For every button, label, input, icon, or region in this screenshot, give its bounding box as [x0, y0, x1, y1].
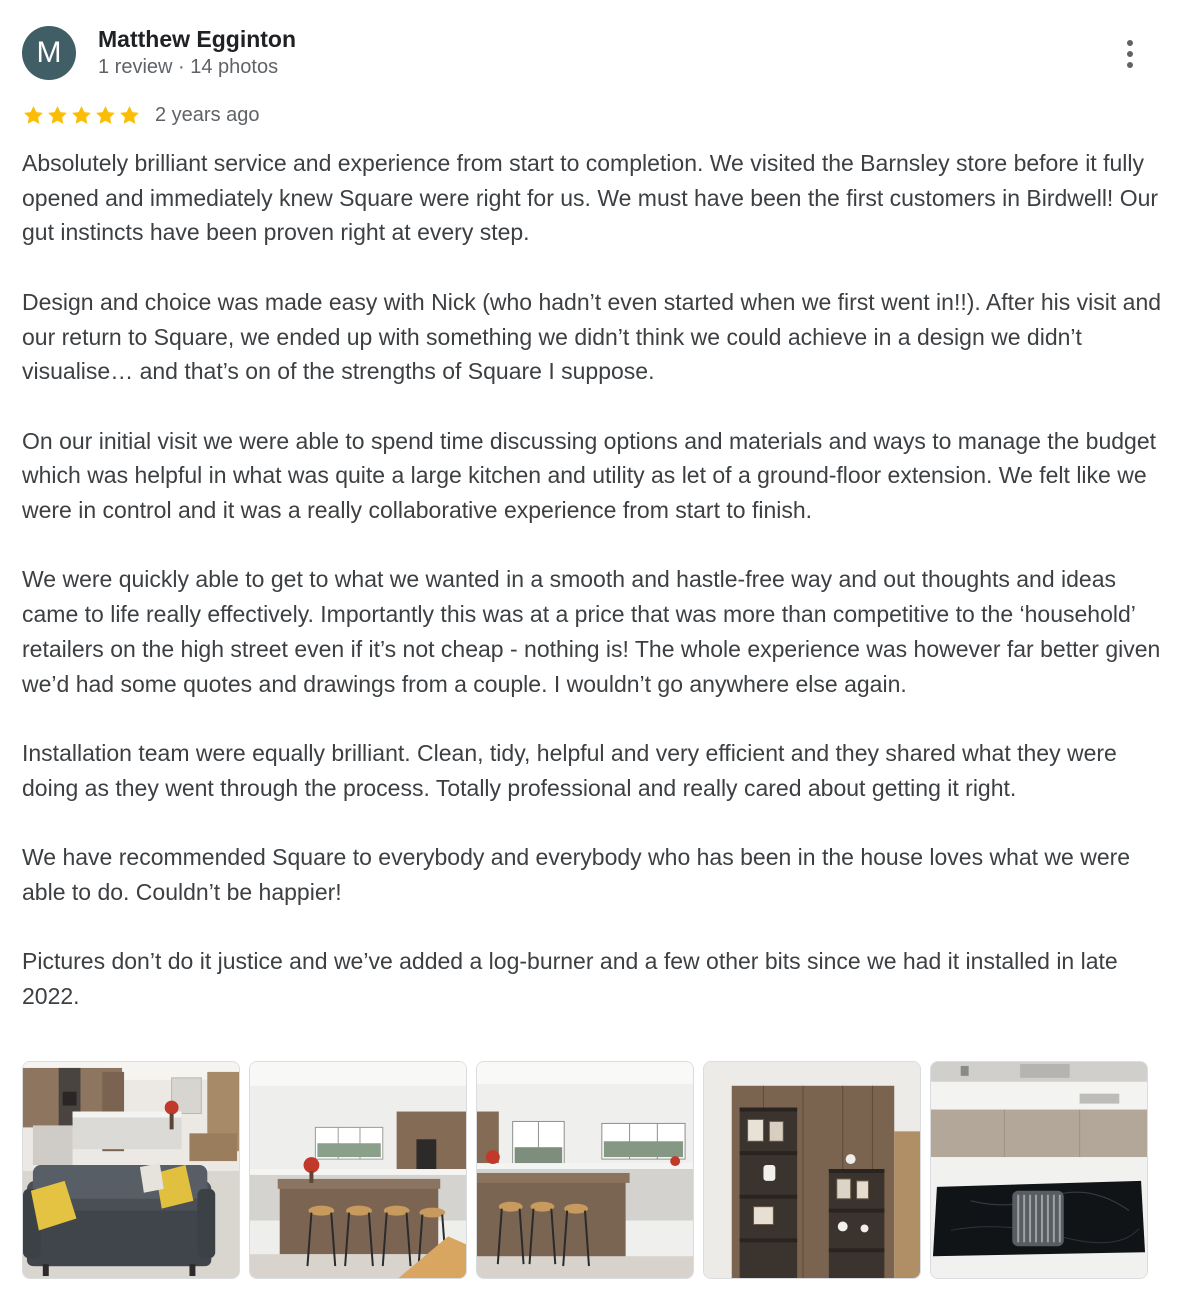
- photo-shelving-image: [704, 1062, 920, 1278]
- star-icon: [118, 104, 141, 127]
- review-paragraph: Pictures don’t do it justice and we’ve added a log-burner and a few other bits since we had it installed in late 2022.: [22, 948, 1118, 1009]
- star-rating: [22, 104, 141, 127]
- photo-kitchen-island-image: [250, 1062, 466, 1278]
- star-icon: [46, 104, 69, 127]
- photo-hob-image: [931, 1062, 1147, 1278]
- avatar-initial: M: [36, 36, 62, 69]
- photo-thumbnail-kitchen-wide[interactable]: [476, 1061, 694, 1279]
- review-date: 2 years ago: [155, 103, 260, 126]
- photo-thumbnail-hob[interactable]: [930, 1061, 1148, 1279]
- more-options-button[interactable]: [1112, 34, 1148, 74]
- star-icon: [22, 104, 45, 127]
- photo-kitchen-wide-image: [477, 1062, 693, 1278]
- more-vert-icon-dot: [1127, 62, 1133, 68]
- review-paragraph: Absolutely brilliant service and experience from start to completion. We visited the Barnsley store before it fully opened and immediately knew Square were right for us. We must have been the first customers in Birdwell! Our gut instincts have been proven right at every step.: [22, 150, 1159, 246]
- photo-thumbnail-living-area[interactable]: [22, 1061, 240, 1279]
- more-vert-icon-dot: [1127, 51, 1133, 57]
- review-paragraph: On our initial visit we were able to spend time discussing options and materials and ways to manage the budget which was helpful in what was quite a large kitchen and utility as let of a ground-floor extension. We felt like we were in control and it was a really collaborative experience from start to finish.: [22, 427, 1157, 523]
- review-paragraph: Installation team were equally brilliant. Clean, tidy, helpful and very efficient and they shared what they were doing as they went through the process. Totally professional and really cared about getting it right.: [22, 739, 1117, 801]
- avatar[interactable]: [22, 26, 76, 80]
- review-paragraph: Design and choice was made easy with Nick (who hadn’t even started when we first went in!!). After his visit and our return to Square, we ended up with something we didn’t think we could achieve in a design we didn’t visualise… and that’s on of the strengths of Square I suppose.: [22, 288, 1162, 385]
- rating-row: [22, 100, 260, 130]
- star-icon: [70, 104, 93, 127]
- author-name[interactable]: Matthew Egginton: [98, 26, 297, 52]
- author-meta: 1 review · 14 photos: [98, 56, 279, 78]
- review-paragraph: We were quickly able to get to what we wanted in a smooth and hastle-free way and out thoughts and ideas came to life really effectively. Importantly this was at a price that was more than competitive to the ‘household’ retailers on the high street even if it’s not cheap - nothing is! The whole experience was however far better given we’d had some quotes and drawings from a couple. I wouldn’t go anywhere else again.: [22, 566, 1161, 697]
- photo-thumbnail-shelving[interactable]: [703, 1061, 921, 1279]
- review-paragraph: We have recommended Square to everybody and everybody who has been in the house loves what we were able to do. Couldn’t be happier!: [22, 843, 1131, 905]
- photo-strip: [22, 1061, 1148, 1279]
- photo-living-area-image: [23, 1062, 239, 1278]
- star-icon: [94, 104, 117, 127]
- review-text: [22, 146, 1162, 1013]
- photo-thumbnail-kitchen-island[interactable]: [249, 1061, 467, 1279]
- more-vert-icon: [1127, 40, 1133, 46]
